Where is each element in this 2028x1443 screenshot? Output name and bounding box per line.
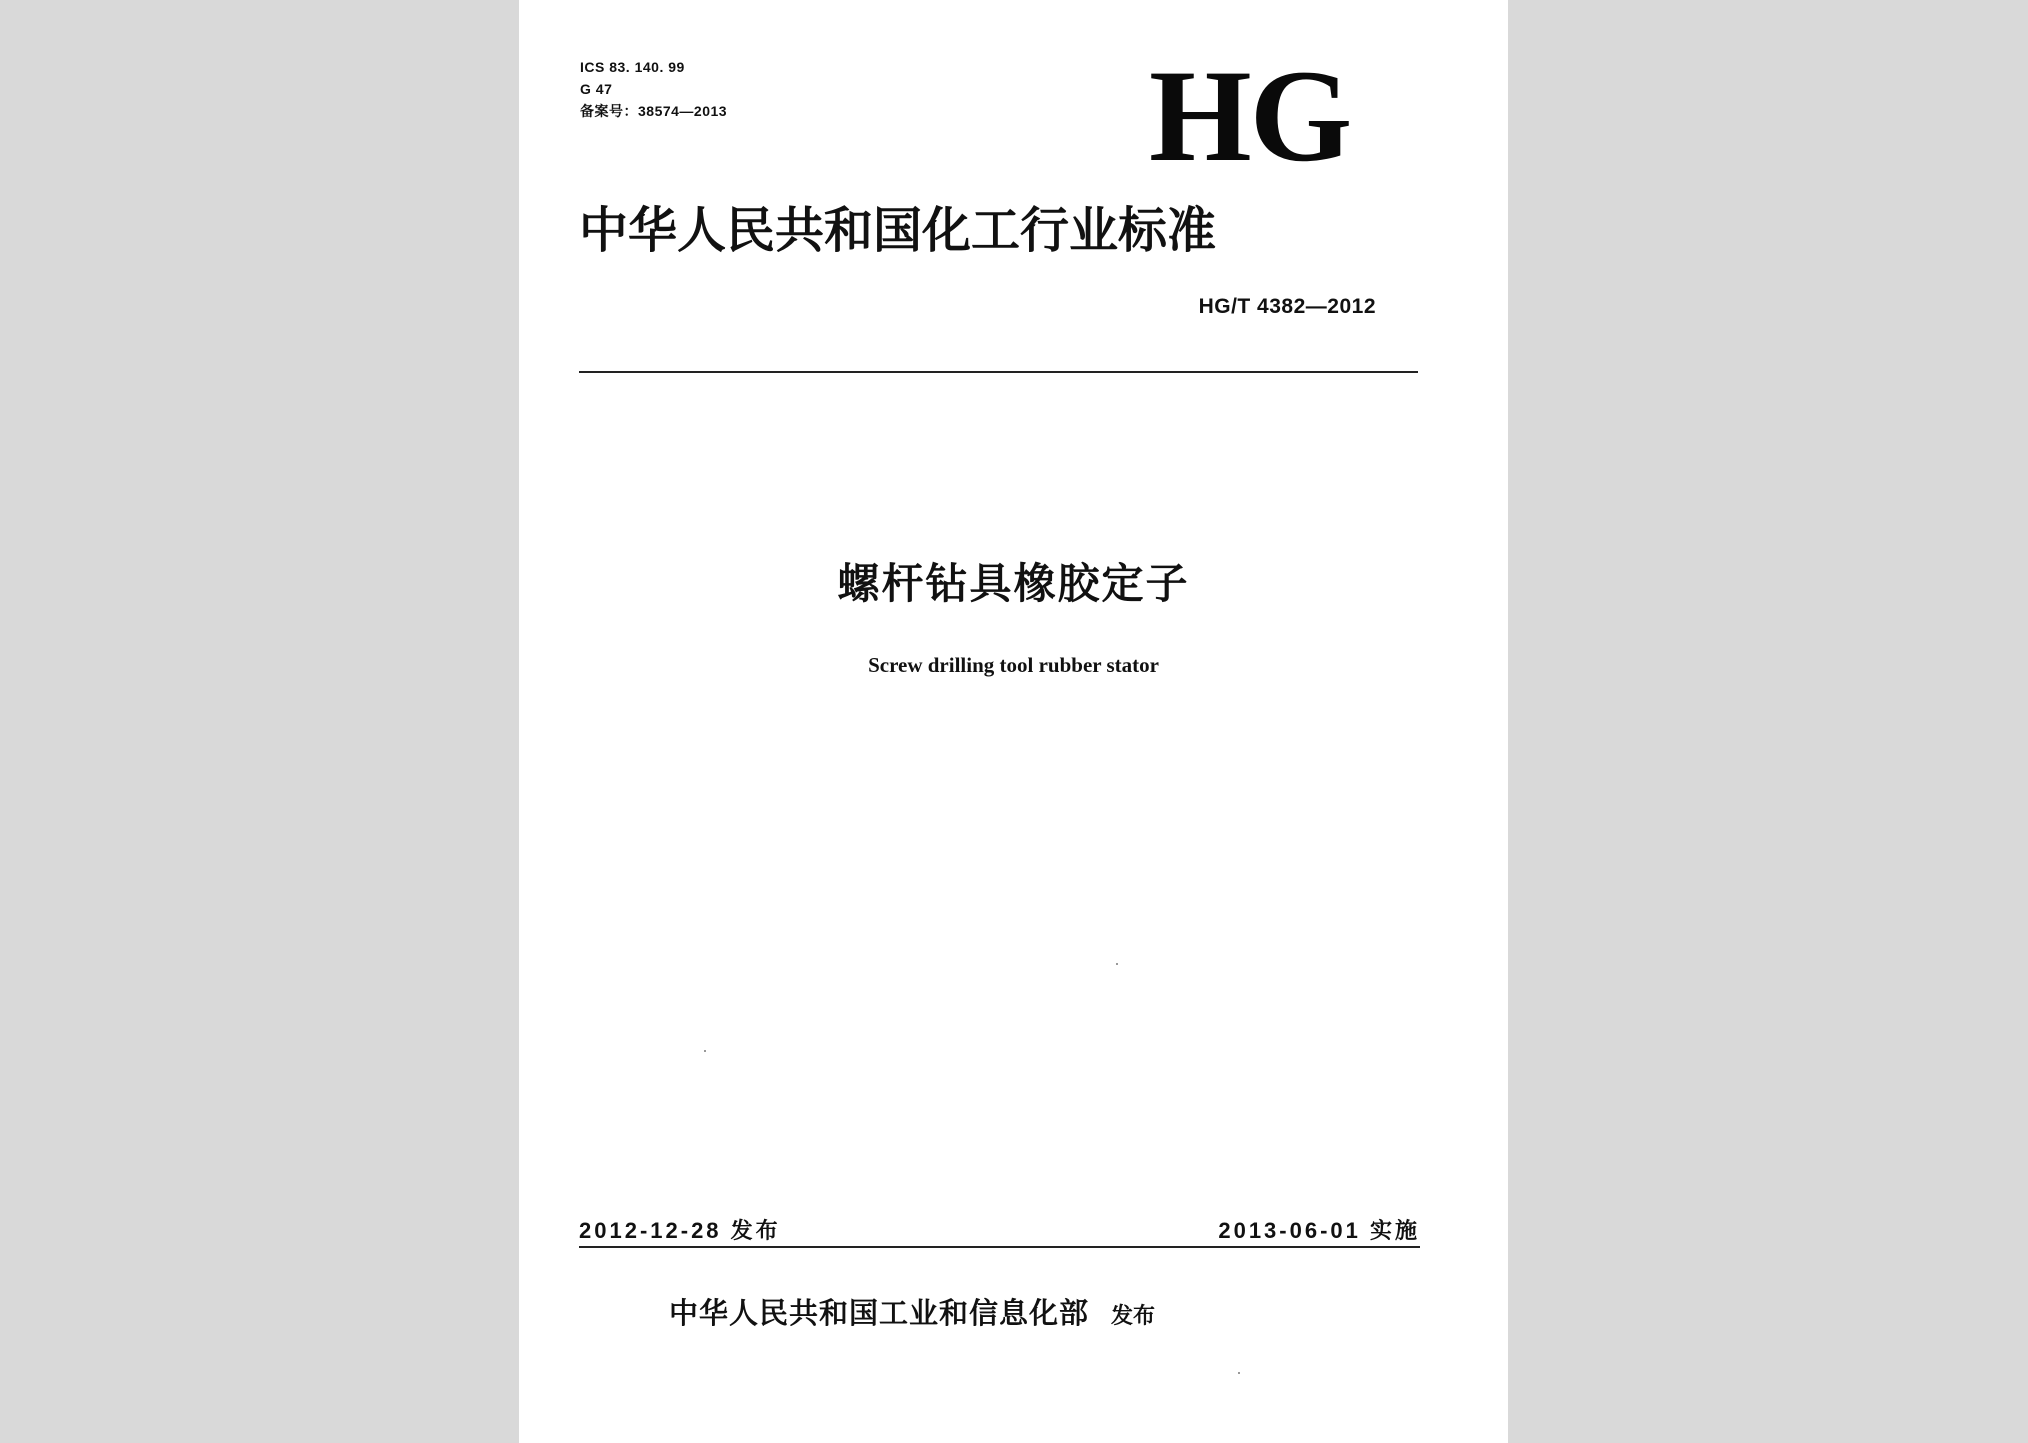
- bottom-divider: [579, 1246, 1420, 1248]
- effective-date: 2013-06-01 实施: [1218, 1218, 1420, 1243]
- ics-code: ICS 83. 140. 99: [580, 59, 685, 75]
- top-divider: [579, 371, 1418, 373]
- scan-speck: [704, 1050, 706, 1052]
- standard-code: HG/T 4382—2012: [1198, 295, 1376, 318]
- issue-date: 2012-12-28 发布: [579, 1218, 781, 1243]
- publisher-name: 中华人民共和国工业和信息化部: [669, 1296, 1090, 1330]
- standard-title: 中华人民共和国化工行业标准: [579, 202, 1217, 259]
- scan-speck: [1238, 1372, 1240, 1374]
- record-number: 备案号：38574—2013: [580, 103, 728, 119]
- dates-row: [579, 1214, 1420, 1244]
- publisher-line: [669, 1291, 1155, 1332]
- scan-speck: [1116, 963, 1118, 965]
- classification-block: [580, 56, 727, 122]
- publish-label: 发布: [1111, 1304, 1156, 1329]
- document-title-cn: 螺杆钻具橡胶定子: [837, 559, 1190, 608]
- hg-logo: HG: [1149, 42, 1351, 189]
- document-title-en: Screw drilling tool rubber stator: [868, 653, 1159, 677]
- document-page: [519, 0, 1508, 1443]
- ccs-code: G 47: [580, 81, 613, 97]
